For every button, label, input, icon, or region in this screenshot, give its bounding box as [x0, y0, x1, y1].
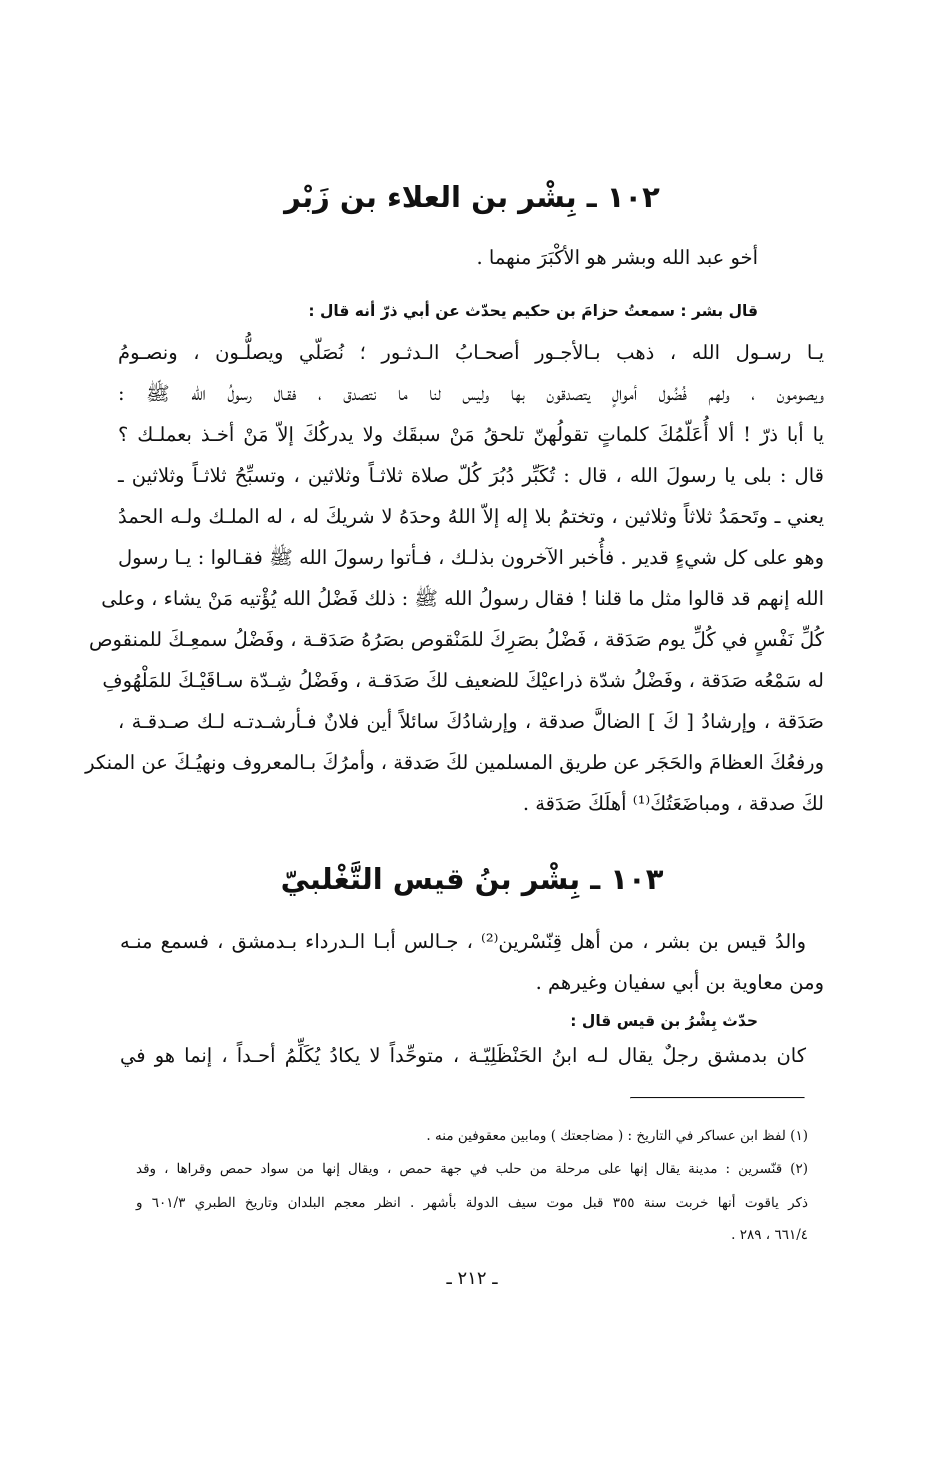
entry-heading-102: ١٠٢ ـ بِشْر بن العلاء بن زَبْر [284, 180, 660, 214]
body-line: يا أبا ذرّ ! ألا أُعَلّمُكَ كلماتٍ تقولُهنّ تلحقُ مَنْ سبقَك ولا يدركُكَ إلاّ مَنْ أخـذ بعملـك ؟ [118, 423, 824, 446]
footnote-2-continued: ٦٦١/٤ ، ٢٨٩ . [731, 1227, 808, 1243]
body-line: يعني ـ وتَحمَدُ ثلاثاً وثلاثين ، وتختمُ بلا إله إلاّ اللهُ وحدَهُ لا شريكَ له ، له الملـك ولـه الحمدُ [118, 505, 824, 528]
footnote-2: (٢) قنّسرين : مدينة يقال إنها على مرحلة من حلب في جهة حمص ، ويقال إنها من سواد حمص وقراها ، وقد [136, 1161, 808, 1177]
footnote-1: (١) لفظ ابن عساكر في التاريخ : ( مضاجعتك ) ومابين معقوفين منه . [426, 1128, 808, 1144]
isnad-chain-103: حدّث بِشْرُ بن قيس قال : [570, 1012, 758, 1030]
body-line: وهو على كل شيءٍ قدير . فأُخبر الآخرون بذلـك ، فـأتوا رسولَ الله ﷺ فقـالوا : يـا رسول [118, 546, 824, 569]
body-line: ورفعُكَ العظامَ والحَجَر عن طريق المسلمين لكَ صَدقة ، وأمرُكَ بـالمعروف ونهيُـكَ عن المنكر [85, 751, 824, 774]
body-line: كان بدمشق رجلٌ يقال لـه ابنُ الحَنْظَلِيّـة ، متوحِّداً لا يكادُ يُكَلِّمُ أحـداً ، إنما هو في [120, 1044, 806, 1067]
body-line: قال : بلى يا رسولَ الله ، قال : تُكَبِّر دُبُرَ كُلّ صلاة ثلاثـاً وثلاثين ، وتسبِّحُ ثلاثـاً وثلاثين ـ [118, 464, 824, 487]
body-line: ويصومون ، ولهم فُضُول أموالٍ يتصدقون بها وليس لنا ما نتصدق ، فقـال رسولُ الله ﷺ : [118, 382, 824, 405]
footnote-2-continued: ذكر ياقوت أنها خربت سنة ٣٥٥ قبل موت سيف الدولة بأشهر . انظر معجم البلدان وتاريخ الطبري ٦٠١/٣ و [136, 1195, 808, 1211]
body-line: الله إنهم قد قالوا مثل ما قلنا ! فقال رسولُ الله ﷺ : ذلك فَضْلُ الله يُؤْتيه مَنْ يشاء ، وعلى [101, 587, 824, 610]
body-line: والدُ قيس بن بشر ، من أهل قِنّسْرين⁽²⁾ ، جـالس أبـا الـدرداء بـدمشق ، فسمع منـه [120, 930, 806, 953]
entry-intro-102: أخو عبد الله وبشر هو الأكْبَرَ منهما . [476, 246, 758, 269]
body-line: يـا رسـول الله ، ذهب بـالأجـور أصحـابُ الـدثـور ؛ نُصَلّي ويصلُّـون ، ونصـومُ [118, 341, 824, 364]
body-line: صَدَقة ، وإرشادُ [ كَ ] الضالَّ صدقة ، وإرشادُكَ سائلاً أين فلانٌ فـأرشـدتـه لـك صـدقـة ، [118, 710, 824, 733]
footnote-rule [630, 1097, 805, 1099]
entry-heading-103: ١٠٣ ـ بِشْر بنُ قيس التَّغْلبيّ [280, 862, 664, 896]
body-line: له سَمْعُه صَدَقة ، وفَضْلُ شدّة ذراعيْكَ للضعيف لكَ صَدَقـة ، وفَضْلُ شِـدّة سـاقَيْـكَ للمَلْهُوفِ [102, 669, 824, 692]
body-line: كُلِّ نَفْسٍ في كُلِّ يوم صَدَقة ، فَضْلُ بصَرِكَ للمَنْقوص بصَرُهُ صَدَقـة ، وفَضْلُ سمعِـكَ للمنقوص [88, 628, 824, 651]
isnad-chain-102: قال بشر : سمعتُ حزامَ بن حكيم يحدّث عن أبي ذرّ أنه قال : [308, 302, 758, 320]
body-line: لكَ صدقة ، ومباضَعَتُكَ⁽¹⁾ أهلَكَ صَدَقة . [522, 792, 824, 815]
page-number: ـ ٢١٢ ـ [446, 1268, 498, 1289]
body-line: ومن معاوية بن أبي سفيان وغيرهم . [535, 971, 824, 994]
